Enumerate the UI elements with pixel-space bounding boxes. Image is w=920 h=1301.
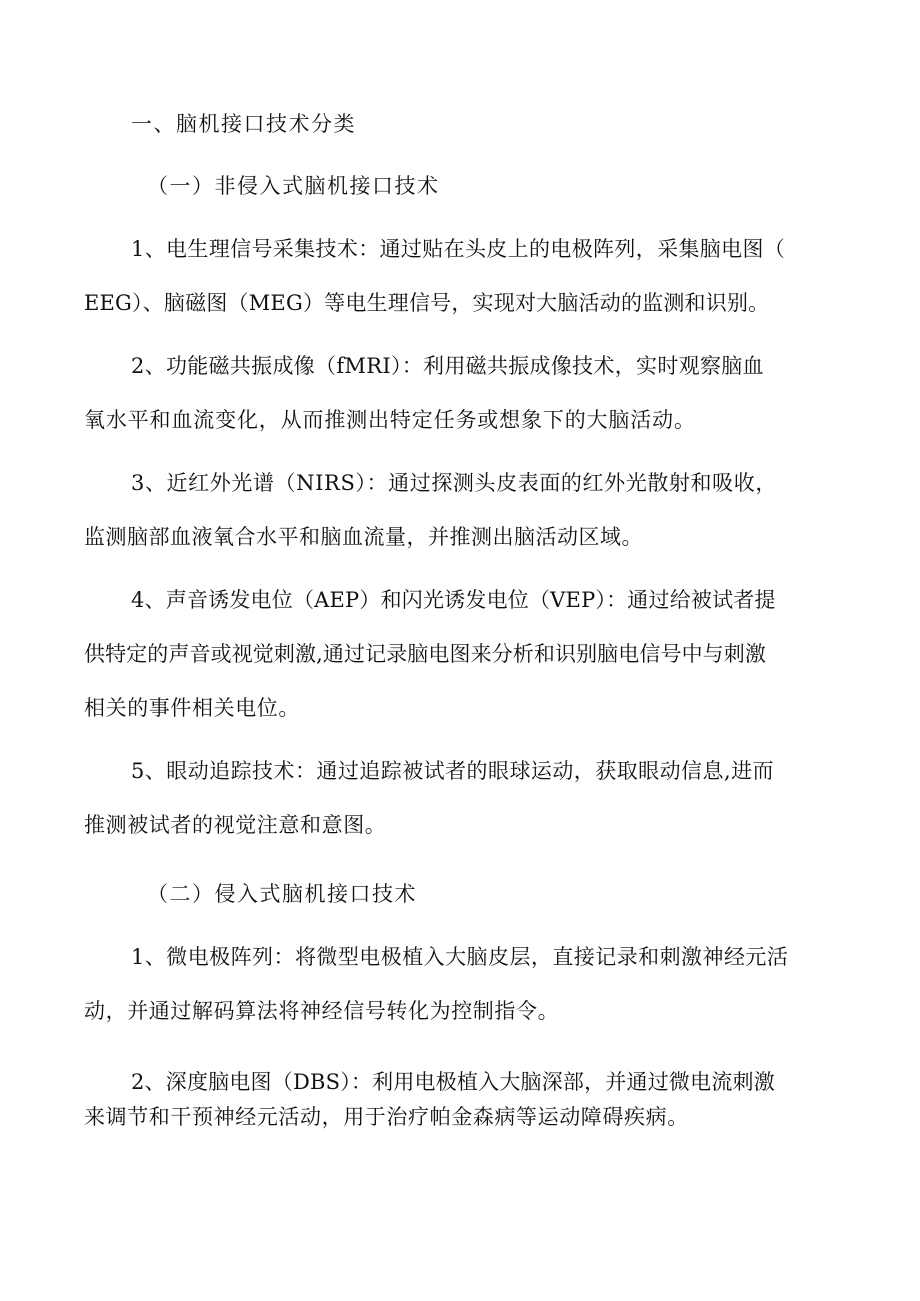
paragraph-aep-vep-line-3: 相关的事件相关电位。 [84, 696, 300, 720]
paragraph-nirs-line-1: 3、近红外光谱（NIRS）：通过探测头皮表面的红外光散射和吸收， [131, 471, 777, 495]
subsection-title-invasive: （二）侵入式脑机接口技术 [147, 882, 417, 906]
paragraph-fmri-line-2: 氧水平和血流变化，从而推测出特定任务或想象下的大脑活动。 [84, 408, 696, 432]
section-title-main: 一、脑机接口技术分类 [131, 112, 356, 136]
paragraph-eeg-line-1: 1、电生理信号采集技术：通过贴在头皮上的电极阵列，采集脑电图（ [131, 237, 786, 261]
paragraph-microelectrode-line-2: 动，并通过解码算法将神经信号转化为控制指令。 [84, 999, 560, 1023]
paragraph-eeg-line-2: EEG）、脑磁图（MEG）等电生理信号，实现对大脑活动的监测和识别。 [84, 291, 770, 315]
paragraph-fmri-line-1: 2、功能磁共振成像（fMRI）：利用磁共振成像技术，实时观察脑血 [131, 354, 764, 378]
paragraph-microelectrode-line-1: 1、微电极阵列：将微型电极植入大脑皮层，直接记录和刺激神经元活 [131, 945, 789, 969]
paragraph-eye-tracking-line-1: 5、眼动追踪技术：通过追踪被试者的眼球运动，获取眼动信息,进而 [131, 759, 774, 783]
paragraph-aep-vep-line-2: 供特定的声音或视觉刺激,通过记录脑电图来分析和识别脑电信号中与刺激 [84, 642, 766, 666]
paragraph-eye-tracking-line-2: 推测被试者的视觉注意和意图。 [84, 813, 387, 837]
subsection-title-noninvasive: （一）非侵入式脑机接口技术 [147, 174, 440, 198]
paragraph-dbs-line-1: 2、深度脑电图（DBS）：利用电极植入大脑深部，并通过微电流刺激 [131, 1070, 775, 1094]
paragraph-dbs-line-2: 来调节和干预神经元活动，用于治疗帕金森病等运动障碍疾病。 [84, 1105, 689, 1129]
paragraph-nirs-line-2: 监测脑部血液氧合水平和脑血流量，并推测出脑活动区域。 [84, 525, 643, 549]
paragraph-aep-vep-line-1: 4、声音诱发电位（AEP）和闪光诱发电位（VEP）：通过给被试者提 [131, 588, 776, 612]
